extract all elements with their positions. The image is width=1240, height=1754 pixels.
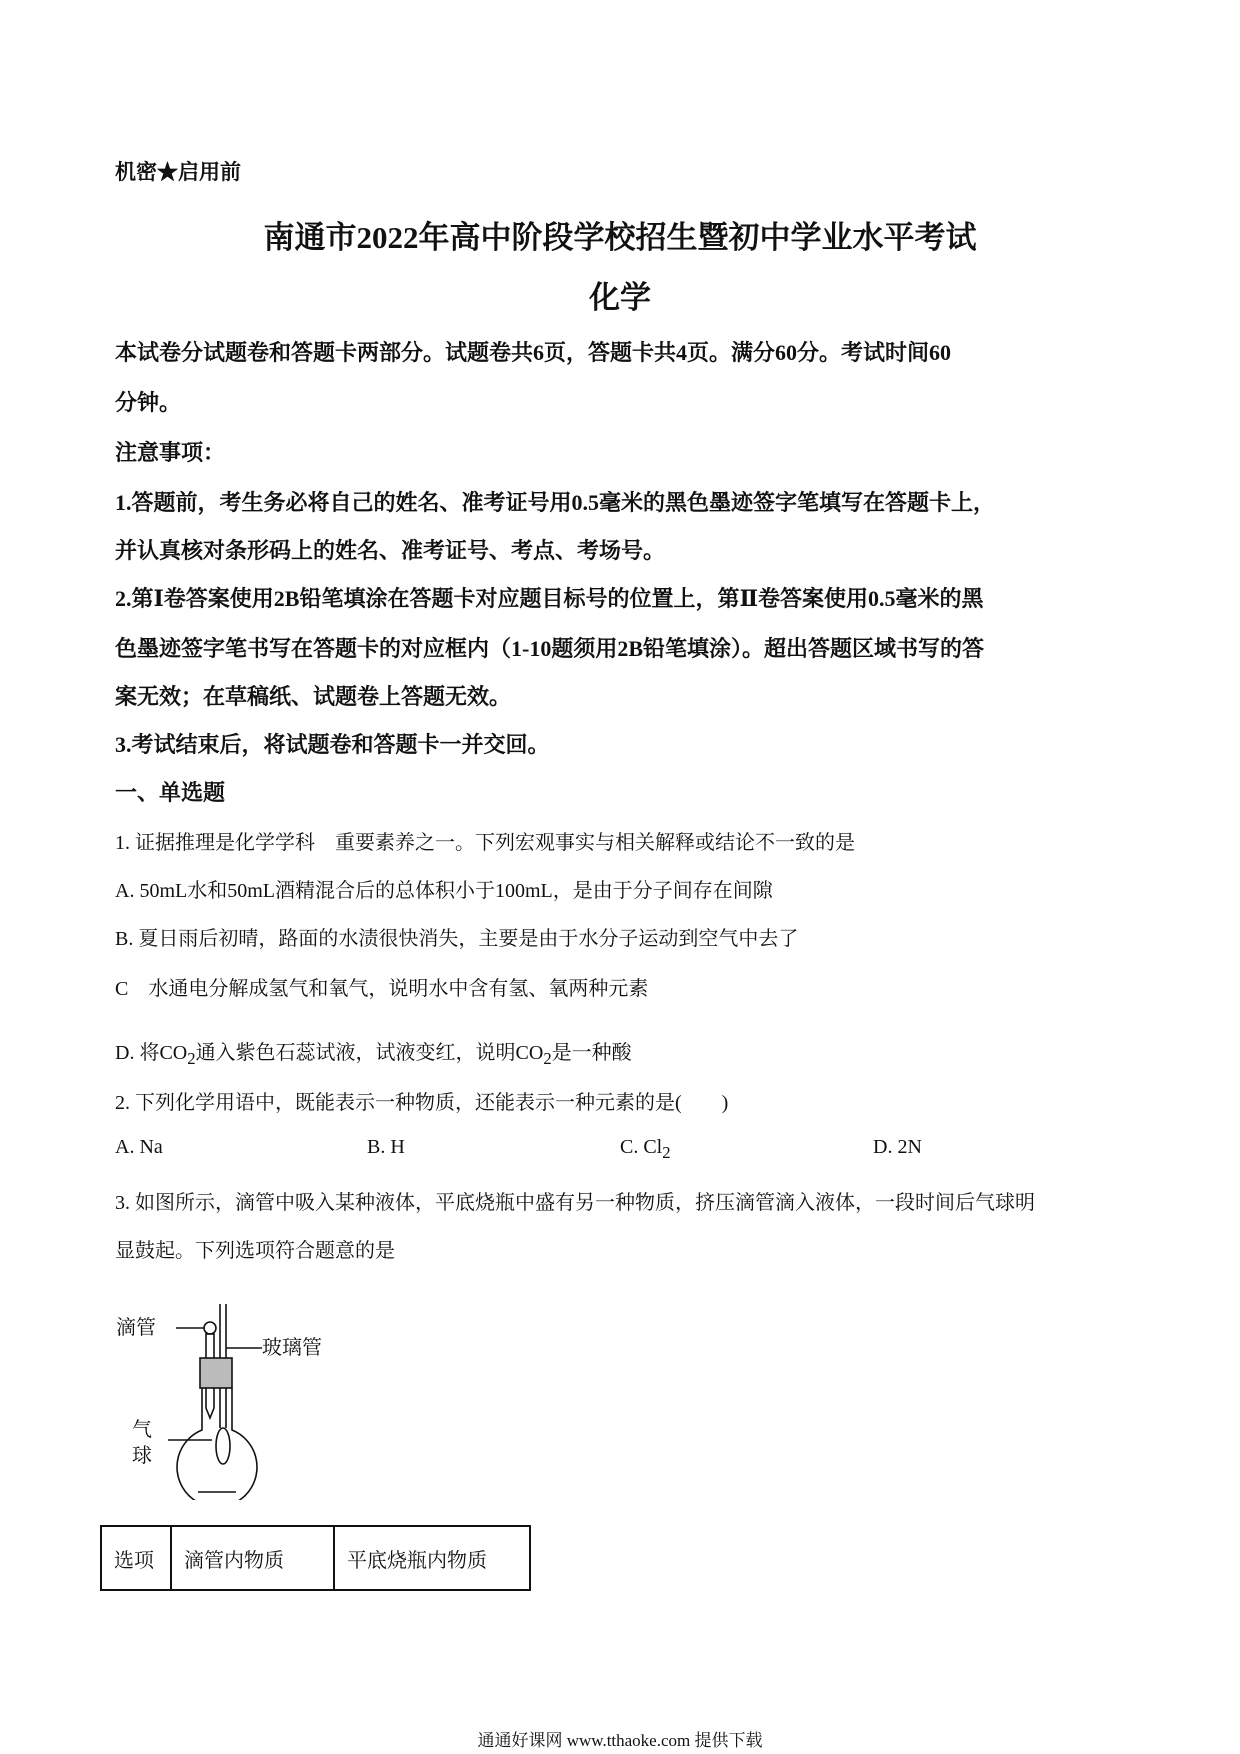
question-1-stem: 1. 证据推理是化学学科 重要素养之一。下列宏观事实与相关解释或结论不一致的是 [115, 832, 855, 854]
notes-heading: 注意事项： [115, 440, 226, 465]
intro-line-1: 本试卷分试题卷和答题卡两部分。试题卷共6页，答题卡共4页。满分60分。考试时间60 [115, 340, 952, 365]
note-2-line-2: 色墨迹签字笔书写在答题卡的对应框内（1-10题须用2B铅笔填涂）。超出答题区域书写的答 [115, 636, 985, 661]
balloon-label-2: 球 [132, 1443, 152, 1467]
question-2-option-c: C. $Cl_2$ [620, 1136, 671, 1162]
question-2-option-b: B. H [367, 1136, 405, 1158]
balloon [216, 1428, 230, 1464]
question-3-stem-line-1: 3. 如图所示，滴管中吸入某种液体，平底烧瓶中盛有另一种物质，挤压滴管滴入液体，一段时间后气球明 [115, 1192, 1035, 1214]
round-flask [177, 1388, 257, 1500]
question-1-option-d: D. 将$CO_2$通入紫色石蕊试液，试液变红，说明$CO_2$是一种酸 [115, 1042, 632, 1068]
dropper-bulb [204, 1322, 216, 1334]
rubber-stopper [200, 1358, 232, 1388]
table-header-row [101, 1526, 530, 1590]
question-3-stem-line-2: 显鼓起。下列选项符合题意的是 [115, 1240, 395, 1262]
intro-line-2: 分钟。 [115, 390, 182, 415]
question-1-option-c: C 水通电分解成氢气和氧气，说明水中含有氢、氧两种元素 [115, 978, 649, 1000]
note-2-line-3: 案无效；在草稿纸、试题卷上答题无效。 [115, 684, 512, 709]
section-heading: 一、单选题 [115, 780, 226, 805]
note-2-line-1: 2.第Ⅰ卷答案使用2B铅笔填涂在答题卡对应题目标号的位置上，第Ⅱ卷答案使用0.5毫米的黑 [115, 586, 984, 611]
apparatus-drawing [168, 1304, 262, 1500]
note-1-line-1: 1.答题前，考生务必将自己的姓名、准考证号用0.5毫米的黑色墨迹签字笔填写在答题卡上， [115, 490, 996, 515]
question-2-option-d: D. 2N [873, 1136, 922, 1158]
question-3-options-table [100, 1525, 531, 1591]
subject-title: 化学 [589, 280, 651, 315]
glass-tube-label: 玻璃管 [262, 1335, 322, 1359]
question-2-option-a: A. Na [115, 1136, 163, 1158]
page-footer: 通通好课网 www.tthaoke.com 提供下载 [477, 1731, 763, 1750]
table-header-option: 选项 [101, 1526, 171, 1590]
table-header-flask-substance: 平底烧瓶内物质 [334, 1526, 530, 1590]
table-header-dropper-substance: 滴管内物质 [171, 1526, 334, 1590]
question-1-option-b: B. 夏日雨后初晴，路面的水渍很快消失，主要是由于水分子运动到空气中去了 [115, 928, 799, 950]
dropper-label: 滴管 [116, 1315, 156, 1339]
exam-title: 南通市2022年高中阶段学校招生暨初中学业水平考试 [263, 220, 977, 255]
balloon-label-1: 气 [132, 1417, 152, 1441]
flask-dropper-figure [112, 1300, 352, 1500]
question-1-option-a: A. 50mL水和50mL酒精混合后的总体积小于100mL，是由于分子间存在间隙 [115, 880, 773, 902]
note-1-line-2: 并认真核对条形码上的姓名、准考证号、考点、考场号。 [115, 538, 666, 563]
question-2-stem: 2. 下列化学用语中，既能表示一种物质，还能表示一种元素的是( ) [115, 1092, 729, 1114]
confidential-label: 机密★启用前 [115, 160, 241, 184]
note-3: 3.考试结束后，将试题卷和答题卡一并交回。 [115, 732, 550, 757]
